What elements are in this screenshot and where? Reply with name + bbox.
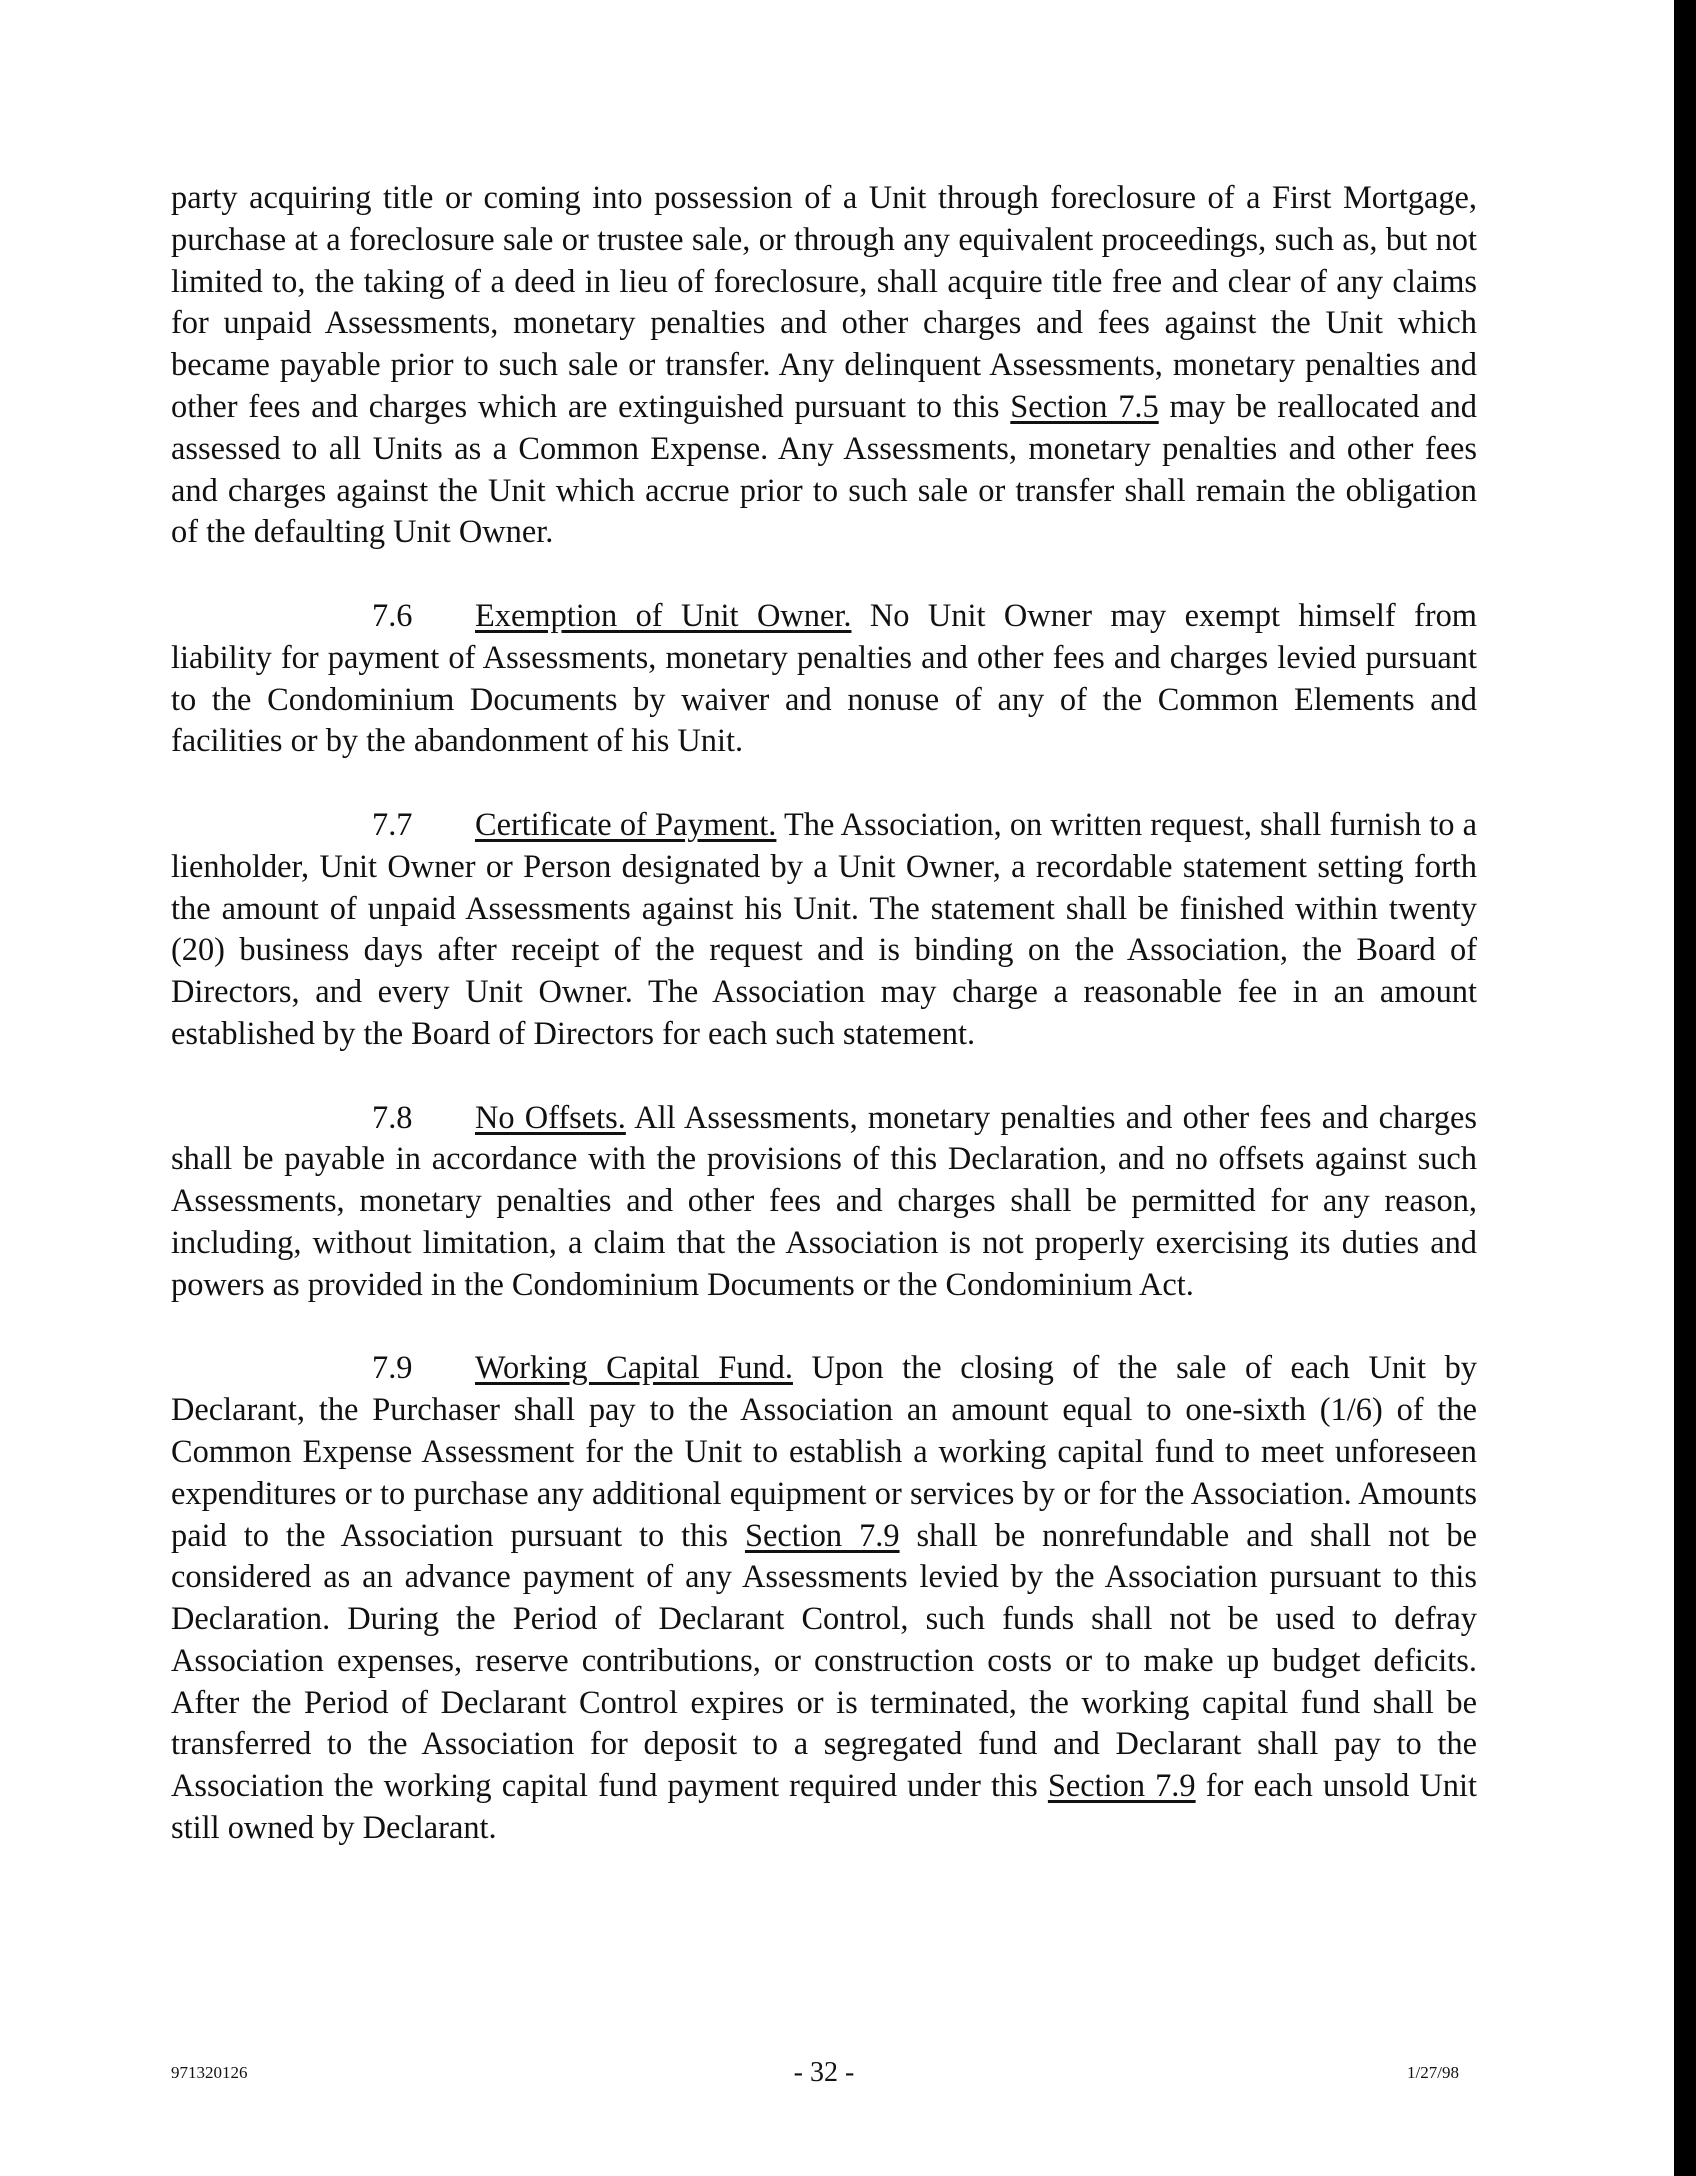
page-footer	[171, 2053, 1477, 2093]
section-number: 7.8	[372, 1099, 413, 1136]
page-body	[171, 178, 1477, 1892]
section-heading: Exemption of Unit Owner.	[475, 597, 852, 634]
section-reference-link[interactable]: Section 7.9	[1047, 1768, 1196, 1805]
section-7-7-paragraph	[171, 805, 1477, 1056]
section-text-2: shall be nonrefundable and shall not be considered as an advance payment of any Assessments levied by the Association pursuant to this Declaration. During the Period of Declarant Control, such funds shall not be used to defray Association expenses, reserve contributions, or construction costs or to make up budget deficits. After the Period of Declarant Control expires or is terminated, the working capital fund shall be transferred to the Association for deposit to a segregated fund and Declarant shall pay to the Association the working capital fund payment required under this	[171, 1517, 1477, 1805]
section-7-9-paragraph	[171, 1348, 1477, 1850]
continuation-text-1: party acquiring title or coming into possession of a Unit through foreclosure of a First Mortgage, purchase at a foreclosure sale or trustee sale, or through any equivalent proceedings, such as, but not limited to, the taking of a deed in lieu of foreclosure, shall acquire title free and clear of any claims for unpaid Assessments, monetary penalties and other charges and fees against the Unit which became payable prior to such sale or transfer. Any delinquent Assessments, monetary penalties and other fees and charges which are extinguished pursuant to this	[171, 180, 1477, 425]
section-number: 7.6	[372, 597, 413, 634]
section-text-3: for each unsold Unit still owned by Declarant.	[171, 1768, 1477, 1847]
section-text: The Association, on written request, shall furnish to a lienholder, Unit Owner or Person designated by a Unit Owner, a recordable statement setting forth the amount of unpaid Assessments against his Unit. The statement shall be finished within twenty (20) business days after receipt of the request and is binding on the Association, the Board of Directors, and every Unit Owner. The Association may charge a reasonable fee in an amount established by the Board of Directors for each such statement.	[171, 806, 1477, 1052]
section-heading: Working Capital Fund.	[475, 1350, 793, 1387]
document-number: 971320126	[171, 2063, 248, 2082]
section-text: No Unit Owner may exempt himself from liability for payment of Assessments, monetary penalties and other fees and charges levied pursuant to the Condominium Documents by waiver and nonuse of any of the Common Elements and facilities or by the abandonment of his Unit.	[171, 597, 1477, 760]
section-number: 7.7	[372, 806, 413, 843]
scan-edge-bar	[1674, 0, 1696, 2176]
document-date: 1/27/98	[1407, 2063, 1459, 2082]
section-heading: Certificate of Payment.	[475, 806, 777, 843]
continuation-paragraph	[171, 178, 1477, 554]
section-heading: No Offsets.	[475, 1099, 626, 1136]
section-7-8-paragraph	[171, 1098, 1477, 1307]
section-number: 7.9	[372, 1350, 413, 1387]
section-text: All Assessments, monetary penalties and other fees and charges shall be payable in accordance with the provisions of this Declaration, and no offsets against such Assessments, monetary penalties and other fees and charges shall be permitted for any reason, including, without limitation, a claim that the Association is not properly exercising its duties and powers as provided in the Condominium Documents or the Condominium Act.	[171, 1099, 1478, 1303]
page-number: - 32 -	[793, 2057, 855, 2088]
section-text-1: Upon the closing of the sale of each Unit by Declarant, the Purchaser shall pay to the Association an amount equal to one-sixth (1/6) of the Common Expense Assessment for the Unit to establish a working capital fund to meet unforeseen expenditures or to purchase any additional equipment or services by or for the Association. Amounts paid to the Association pursuant to this	[171, 1350, 1477, 1554]
section-reference-link[interactable]: Section 7.9	[744, 1517, 900, 1554]
section-reference-link[interactable]: Section 7.5	[1010, 388, 1159, 425]
continuation-text-2: may be reallocated and assessed to all Units as a Common Expense. Any Assessments, monetary penalties and other fees and charges against the Unit which accrue prior to such sale or transfer shall remain the obligation of the defaulting Unit Owner.	[171, 388, 1477, 551]
section-7-6-paragraph	[171, 596, 1477, 763]
